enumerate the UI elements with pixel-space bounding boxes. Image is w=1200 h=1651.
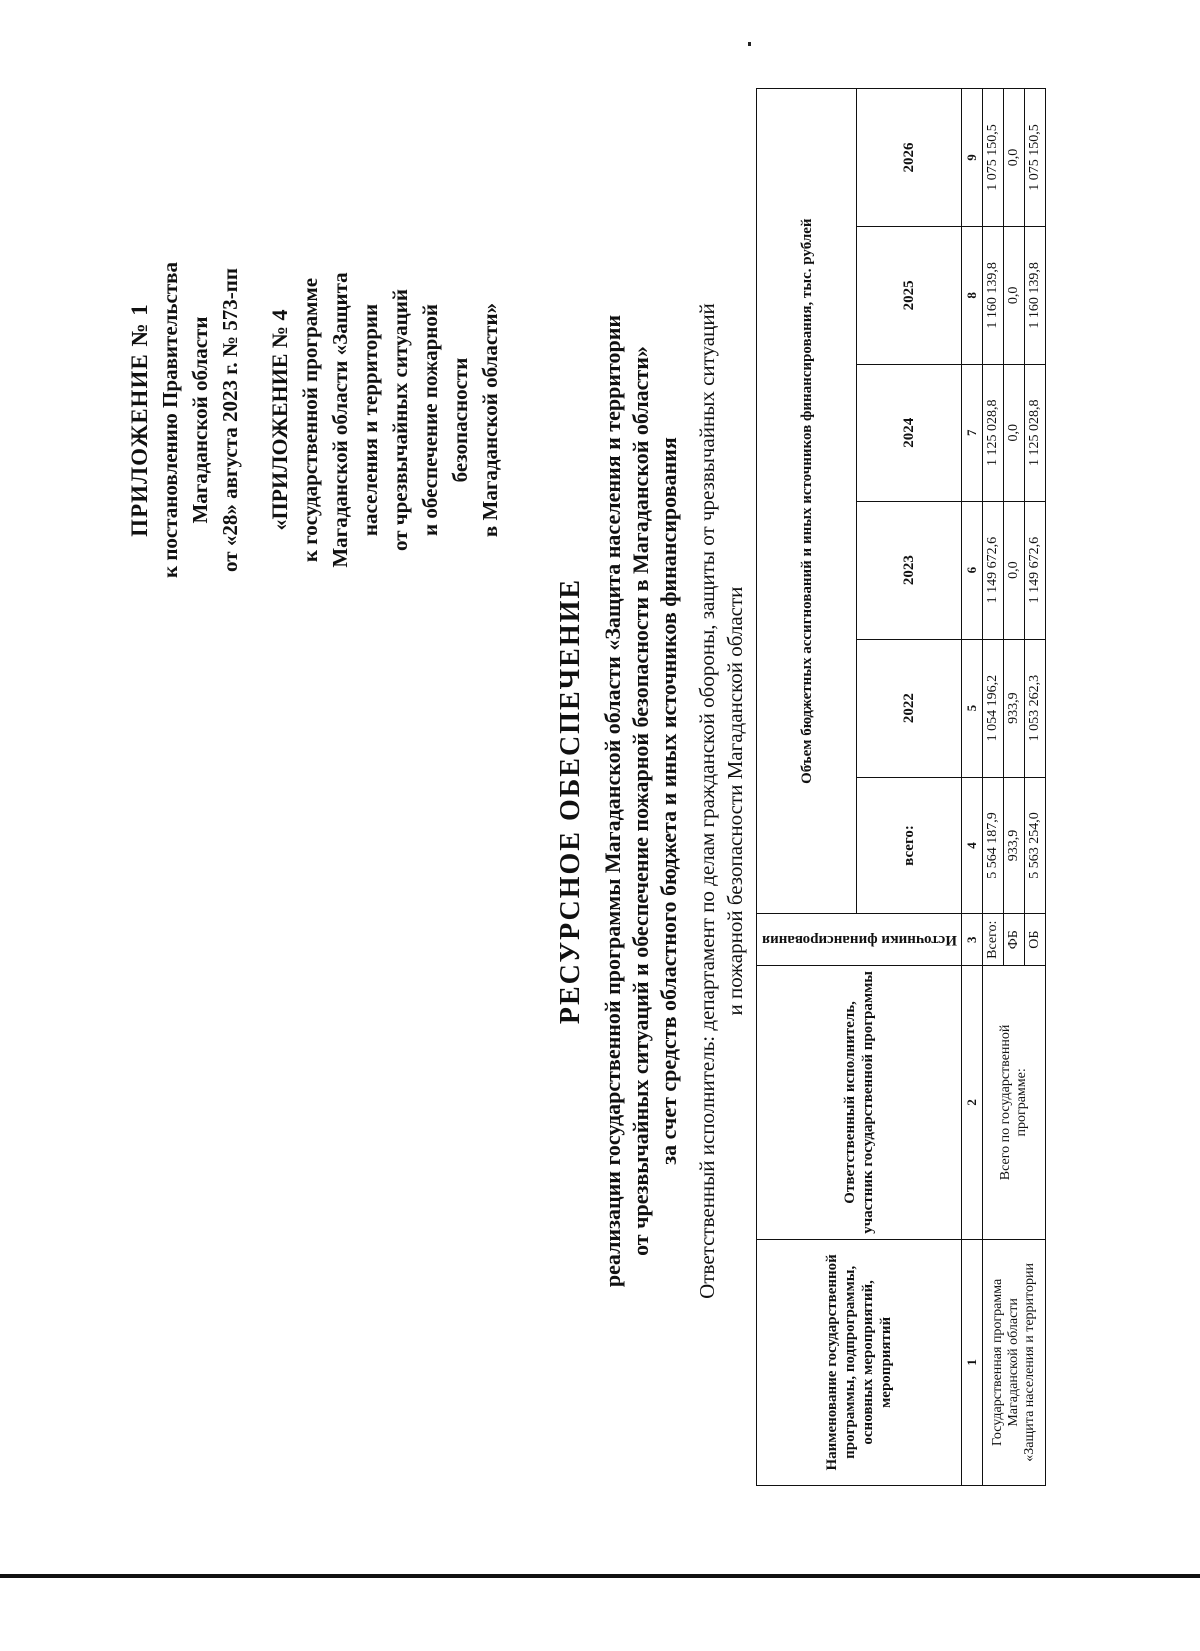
column-number: 6 xyxy=(962,501,983,639)
program-name-line: Магаданской области xyxy=(1006,1298,1021,1427)
column-number: 4 xyxy=(962,777,983,914)
column-number: 9 xyxy=(962,89,983,227)
year-cell: 1 054 196,2 xyxy=(983,639,1004,777)
year-cell: 1 125 028,8 xyxy=(983,364,1004,501)
year-cell: 1 160 139,8 xyxy=(983,226,1004,364)
approval-stamp xyxy=(125,250,505,590)
responsible-line: Всего по государственной xyxy=(998,1024,1013,1181)
total-cell: 5 563 254,0 xyxy=(1025,777,1046,914)
column-number: 5 xyxy=(962,639,983,777)
column-header-year: 2022 xyxy=(857,639,962,777)
stamp-line: Магаданской области xyxy=(188,316,212,524)
source-cell: ФБ xyxy=(1004,914,1025,966)
column-number: 1 xyxy=(962,1239,983,1485)
column-number: 3 xyxy=(962,914,983,966)
year-cell: 0,0 xyxy=(1004,364,1025,501)
program-name-line: Государственная программа xyxy=(990,1278,1005,1446)
stamp-line: к государственной программе xyxy=(298,277,322,563)
executor-line: Ответственный исполнитель: департамент по делам гражданской обороны, защиты от чрезвычайных ситуаций xyxy=(695,303,719,1299)
stamp-line: и обеспечение пожарной безопасности xyxy=(418,304,472,536)
spacer xyxy=(245,250,265,590)
table-row xyxy=(983,89,1004,1486)
document-subtitle: реализации государственной программы Магаданской области «Защита населения и территории xyxy=(600,314,625,1288)
document-subtitle: от чрезвычайных ситуаций и обеспечение пожарной безопасности в Магаданской области» xyxy=(628,346,653,1256)
year-cell: 1 149 672,6 xyxy=(1025,501,1046,639)
stamp-line: к постановлению Правительства xyxy=(158,261,182,579)
column-header-year: 2026 xyxy=(857,89,962,227)
column-header-volume: Объем бюджетных ассигнований и иных источников финансирования, тыс. рублей xyxy=(757,89,857,914)
year-cell: 0,0 xyxy=(1004,226,1025,364)
year-cell: 1 125 028,8 xyxy=(1025,364,1046,501)
column-number: 2 xyxy=(962,966,983,1240)
stamp-line: от чрезвычайных ситуаций xyxy=(388,289,412,551)
total-cell: 5 564 187,9 xyxy=(983,777,1004,914)
responsible-executor xyxy=(693,91,749,1511)
stamp-line: Магаданской области «Защита xyxy=(328,272,352,568)
year-cell: 1 053 262,3 xyxy=(1025,639,1046,777)
program-name-cell xyxy=(983,1239,1046,1485)
stamp-line: населения и территории xyxy=(358,303,382,537)
responsible-line: программе: xyxy=(1014,1068,1029,1137)
column-header-source xyxy=(757,914,962,966)
year-cell: 1 149 672,6 xyxy=(983,501,1004,639)
year-cell: 0,0 xyxy=(1004,501,1025,639)
column-number: 8 xyxy=(962,226,983,364)
resource-table xyxy=(756,88,1046,1486)
document-title: РЕСУРСНОЕ ОБЕСПЕЧЕНИЕ xyxy=(555,577,586,1025)
header-row xyxy=(757,89,857,1486)
total-cell: 933,9 xyxy=(1004,777,1025,914)
stamp-line: в Магаданской области» xyxy=(478,302,502,538)
year-cell: 1 160 139,8 xyxy=(1025,226,1046,364)
document-subtitle: за счет средств областного бюджета и иных источников финансирования xyxy=(656,437,681,1165)
year-cell: 1 075 150,5 xyxy=(1025,89,1046,227)
source-cell: ОБ xyxy=(1025,914,1046,966)
column-header-name: Наименование государственной программы, подпрограммы, основных мероприятий, мероприятий xyxy=(757,1239,962,1485)
year-cell: 0,0 xyxy=(1004,89,1025,227)
program-name-line: «Защита населения и территории xyxy=(1022,1263,1037,1462)
source-header-text: Источники финансирования xyxy=(761,931,957,948)
year-cell: 933,9 xyxy=(1004,639,1025,777)
scan-speck xyxy=(748,42,751,46)
appendix-4-number: «ПРИЛОЖЕНИЕ № 4 xyxy=(267,309,292,531)
year-cell: 1 075 150,5 xyxy=(983,89,1004,227)
column-header-total: всего: xyxy=(857,777,962,914)
appendix-number: ПРИЛОЖЕНИЕ № 1 xyxy=(127,303,152,537)
source-cell: Всего: xyxy=(983,914,1004,966)
column-header-year: 2024 xyxy=(857,364,962,501)
page-bottom-rule xyxy=(0,1574,1200,1578)
column-header-responsible: Ответственный исполнитель, участник государственной программы xyxy=(757,966,962,1240)
decree-date: от «28» августа 2023 г. № 573-пп xyxy=(218,268,242,572)
column-number-row xyxy=(962,89,983,1486)
column-header-year: 2025 xyxy=(857,226,962,364)
title-block xyxy=(555,91,749,1511)
column-number: 7 xyxy=(962,364,983,501)
executor-line: и пожарной безопасности Магаданской области xyxy=(723,586,747,1016)
program-responsible-cell xyxy=(983,966,1046,1240)
column-header-year: 2023 xyxy=(857,501,962,639)
